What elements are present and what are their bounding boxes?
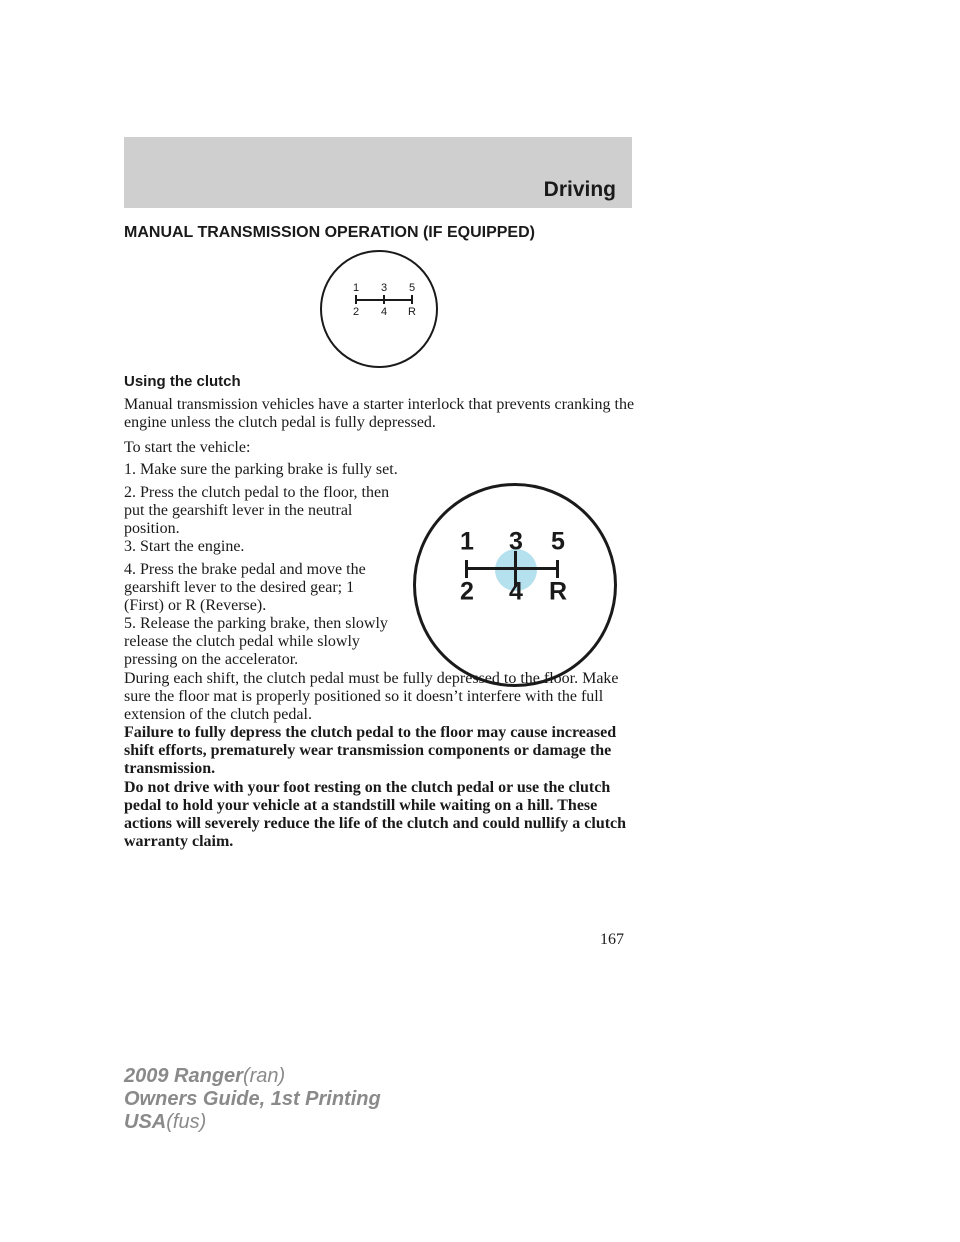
gate-line bbox=[411, 295, 413, 304]
section-header-band bbox=[124, 137, 632, 208]
warning-paragraph: Failure to fully depress the clutch pedal to the floor may cause increased shift efforts, prematurely wear transmission components or damage the transmission. bbox=[124, 724, 617, 777]
step-item: 2. Press the clutch pedal to the floor, then put the gearshift lever in the neutral position. bbox=[124, 484, 390, 537]
gear-label: R bbox=[408, 306, 416, 318]
interlock-paragraph: Manual transmission vehicles have a starter interlock that prevents cranking the engine unless the clutch pedal is fully depressed. bbox=[124, 396, 635, 431]
neutral-line bbox=[466, 567, 558, 570]
gear-label: 5 bbox=[408, 282, 416, 294]
page-number: 167 bbox=[600, 931, 624, 948]
gear-label: 3 bbox=[380, 282, 388, 294]
step-item: 5. Release the parking brake, then slowly release the clutch pedal while slowly pressing on the accelerator. bbox=[124, 615, 388, 668]
footer-edition: Owners Guide, 1st Printing bbox=[124, 1088, 381, 1110]
start-intro: To start the vehicle: bbox=[124, 439, 251, 456]
gear-label: 4 bbox=[509, 577, 523, 606]
gate-line bbox=[556, 560, 559, 578]
step-item: 3. Start the engine. bbox=[124, 538, 245, 555]
gear-label: R bbox=[548, 577, 568, 606]
page-title: MANUAL TRANSMISSION OPERATION (IF EQUIPPED) bbox=[124, 224, 535, 241]
gear-label: 1 bbox=[460, 527, 474, 556]
gate-line bbox=[383, 295, 385, 304]
shift-pattern-small bbox=[320, 250, 438, 368]
gear-label: 3 bbox=[509, 527, 523, 556]
footer-market-code: (fus) bbox=[166, 1111, 207, 1133]
step-item: 1. Make sure the parking brake is fully set. bbox=[124, 461, 398, 478]
shift-note-paragraph: During each shift, the clutch pedal must be fully depressed to the floor. Make sure the floor mat is properly positioned so it doesn’t interfere with the full extension of the clutch pedal. bbox=[124, 670, 619, 723]
gate-line bbox=[355, 295, 357, 304]
section-subheading: Using the clutch bbox=[124, 373, 241, 390]
gear-label: 4 bbox=[380, 306, 388, 318]
footer-model: 2009 Ranger bbox=[124, 1065, 243, 1087]
warning-paragraph: Do not drive with your foot resting on the clutch pedal or use the clutch pedal to hold your vehicle at a standstill while waiting on a hill. These actions will severely reduce the life of the clutch and could nullify a clutch warranty claim. bbox=[124, 779, 627, 850]
gear-label: 5 bbox=[551, 527, 565, 556]
shift-pattern-large bbox=[413, 483, 617, 687]
gear-label: 2 bbox=[352, 306, 360, 318]
print-footer bbox=[124, 1065, 381, 1134]
section-label: Driving bbox=[543, 178, 616, 201]
gear-label: 2 bbox=[460, 577, 474, 606]
gate-line bbox=[465, 560, 468, 578]
footer-market: USA bbox=[124, 1111, 167, 1133]
step-item: 4. Press the brake pedal and move the gearshift lever to the desired gear; 1 (First) or R (Reverse). bbox=[124, 561, 366, 614]
gear-label: 1 bbox=[352, 282, 360, 294]
footer-model-code: (ran) bbox=[242, 1065, 286, 1087]
